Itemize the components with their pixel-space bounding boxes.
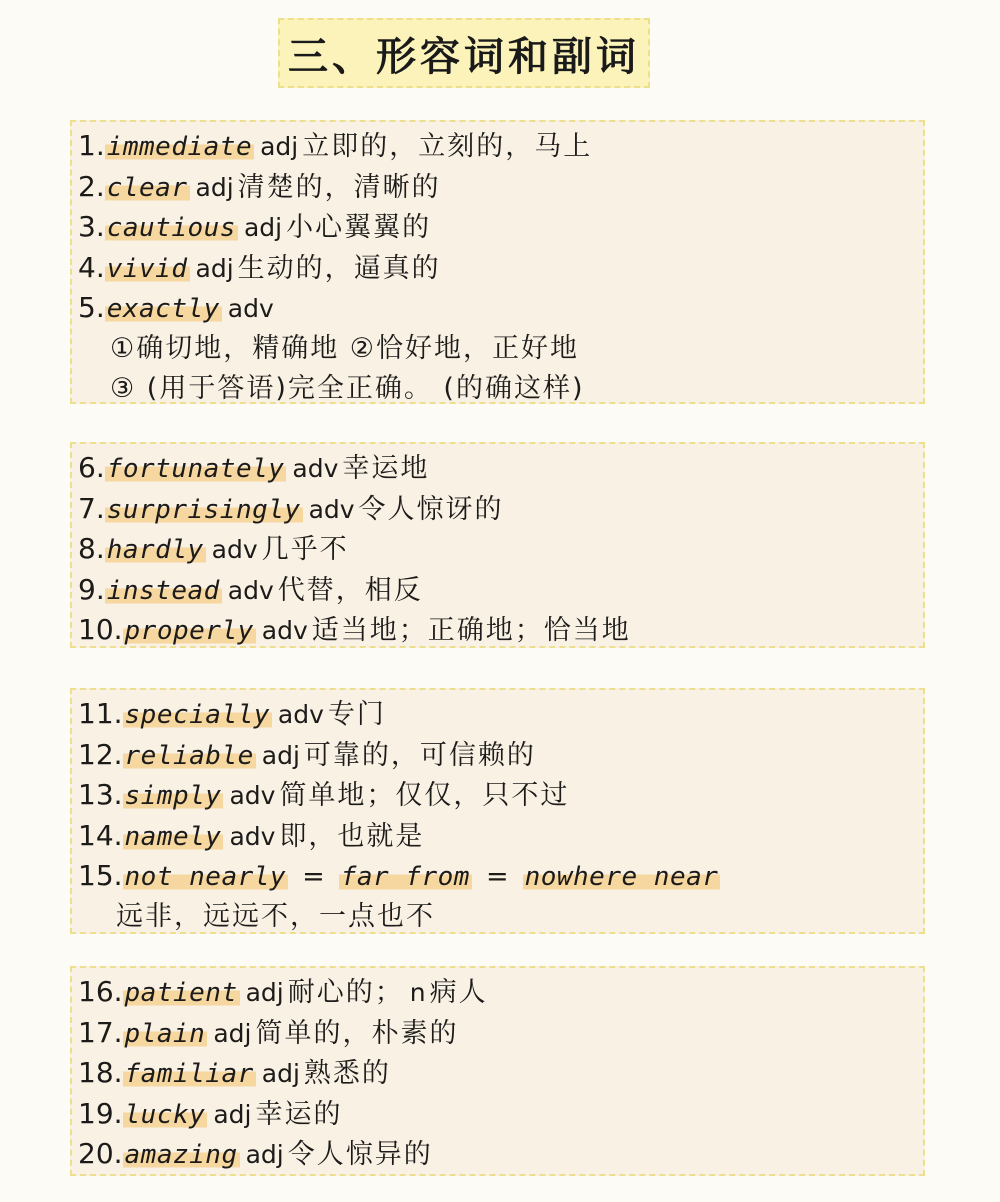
part-of-speech: adj — [245, 978, 284, 1007]
item-number: 3. — [78, 210, 105, 243]
item-number: 9. — [78, 572, 105, 606]
word-meaning: 熟悉的 — [303, 1058, 391, 1089]
vocab-word: plain — [124, 1018, 206, 1049]
part-of-speech: adj — [195, 172, 234, 202]
part-of-speech: adv — [211, 535, 258, 564]
item-number: 7. — [78, 491, 105, 525]
part-of-speech: adv — [308, 494, 355, 524]
vocab-group-1 — [70, 120, 925, 404]
word-meaning: 耐心的； — [287, 977, 404, 1008]
part-of-speech: adj — [213, 1099, 252, 1129]
item-number: 13. — [78, 778, 123, 811]
word-meaning: 远非，远远不，一点也不 — [116, 900, 435, 932]
part-of-speech: adj — [261, 740, 300, 770]
item-number: 1. — [78, 129, 105, 162]
item-number: 11. — [78, 697, 123, 730]
vocab-word: immediate — [106, 132, 253, 162]
vocab-word: lucky — [124, 1099, 206, 1130]
item-number: 19. — [78, 1096, 123, 1130]
part-of-speech: adv — [292, 454, 339, 483]
vocab-sub-meaning — [78, 329, 923, 370]
vocab-word: properly — [124, 616, 254, 646]
vocab-item — [78, 972, 923, 1013]
word-meaning: 几乎不 — [261, 534, 349, 565]
part-of-speech: adj — [213, 1018, 252, 1048]
vocab-item — [78, 126, 923, 167]
item-number: 14. — [78, 818, 123, 852]
vocab-word: hardly — [106, 535, 204, 565]
vocab-group-4 — [70, 966, 925, 1176]
vocab-item — [78, 1094, 923, 1135]
part-of-speech: adj — [195, 253, 234, 283]
part-of-speech: adv — [227, 575, 274, 605]
item-number: 6. — [78, 451, 105, 484]
vocab-word: clear — [106, 172, 188, 203]
vocab-item — [78, 248, 923, 289]
word-meaning: 生动的，逼真的 — [237, 252, 441, 284]
part-of-speech: adv — [261, 616, 308, 645]
page-title: 三、形容词和副词 — [288, 33, 640, 80]
item-number: 18. — [78, 1056, 123, 1089]
item-number: 15. — [78, 859, 123, 892]
vocab-item — [78, 610, 923, 651]
word-meaning: 可靠的，可信赖的 — [303, 739, 536, 771]
vocab-word: vivid — [106, 253, 188, 284]
word-meaning: 幸运地 — [342, 453, 430, 484]
vocab-word: instead — [106, 575, 220, 606]
part-of-speech: adj — [245, 1140, 284, 1169]
vocab-item — [78, 1134, 923, 1175]
item-number: 17. — [78, 1015, 123, 1049]
vocab-item — [78, 856, 923, 897]
vocab-sub-meaning — [78, 369, 923, 410]
equals-sign: = — [302, 861, 325, 892]
vocab-item — [78, 529, 923, 570]
part-of-speech: adv — [229, 781, 276, 810]
part-of-speech: adv — [227, 294, 274, 323]
word-meaning: 病人 — [429, 977, 488, 1008]
vocab-item — [78, 816, 923, 857]
vocab-item — [78, 775, 923, 816]
item-number: 4. — [78, 250, 105, 284]
vocab-word: fortunately — [106, 454, 285, 484]
item-number: 8. — [78, 532, 105, 565]
item-number: 2. — [78, 169, 105, 203]
vocab-word: surprisingly — [106, 494, 301, 525]
vocab-word: reliable — [124, 740, 254, 771]
word-meaning: 专门 — [327, 699, 386, 730]
word-meaning: 代替，相反 — [277, 574, 423, 606]
vocab-item — [78, 570, 923, 611]
item-number: 20. — [78, 1137, 123, 1170]
word-meaning: 清楚的，清晰的 — [237, 171, 441, 203]
vocab-word: nowhere near — [524, 862, 719, 892]
vocab-word: specially — [124, 700, 270, 730]
vocab-word: patient — [124, 978, 238, 1008]
part-of-speech: adj — [260, 132, 299, 161]
word-meaning: 简单地；仅仅，只不过 — [279, 780, 570, 811]
item-number: 12. — [78, 737, 123, 771]
word-meaning: 幸运的 — [255, 1098, 343, 1130]
vocab-item — [78, 167, 923, 208]
item-number: 10. — [78, 613, 123, 646]
vocab-item — [78, 735, 923, 776]
part-of-speech: adv — [277, 700, 324, 729]
item-number: 16. — [78, 975, 123, 1008]
word-meaning: 令人惊讶的 — [358, 493, 504, 525]
vocab-word: familiar — [124, 1059, 254, 1089]
word-meaning: ③ (用于答语)完全正确。 (的确这样) — [110, 373, 585, 404]
vocab-word: exactly — [106, 294, 220, 324]
word-meaning: 小心翼翼的 — [286, 212, 432, 243]
vocab-group-3 — [70, 688, 925, 934]
vocab-item — [78, 1013, 923, 1054]
word-meaning: 令人惊异的 — [287, 1139, 433, 1170]
part-of-speech: adj — [261, 1059, 300, 1088]
word-meaning: 立即的，立刻的，马上 — [302, 131, 593, 162]
vocab-item — [78, 207, 923, 248]
vocab-item — [78, 288, 923, 329]
vocab-word: amazing — [124, 1140, 238, 1170]
part-of-speech: adj — [243, 213, 283, 242]
word-meaning: 即，也就是 — [279, 820, 425, 852]
vocab-item — [78, 694, 923, 735]
title-banner — [278, 18, 650, 88]
word-meaning: 适当地；正确地；恰当地 — [311, 615, 631, 646]
equals-sign: = — [485, 861, 509, 892]
word-meaning: ①确切地，精确地 ②恰好地，正好地 — [110, 332, 579, 364]
vocab-group-2 — [70, 442, 925, 648]
vocab-sub-meaning — [78, 897, 923, 938]
vocab-item — [78, 1053, 923, 1094]
word-meaning: 简单的，朴素的 — [255, 1017, 459, 1049]
part-of-speech: n — [409, 978, 426, 1007]
vocab-word: not nearly — [124, 862, 287, 892]
vocab-item — [78, 489, 923, 530]
vocab-word: cautious — [106, 213, 236, 243]
vocab-item — [78, 448, 923, 489]
vocab-word: simply — [124, 781, 222, 811]
item-number: 5. — [78, 291, 105, 324]
vocab-word: namely — [124, 821, 222, 852]
part-of-speech: adv — [229, 821, 276, 851]
vocab-word: far from — [340, 862, 470, 892]
